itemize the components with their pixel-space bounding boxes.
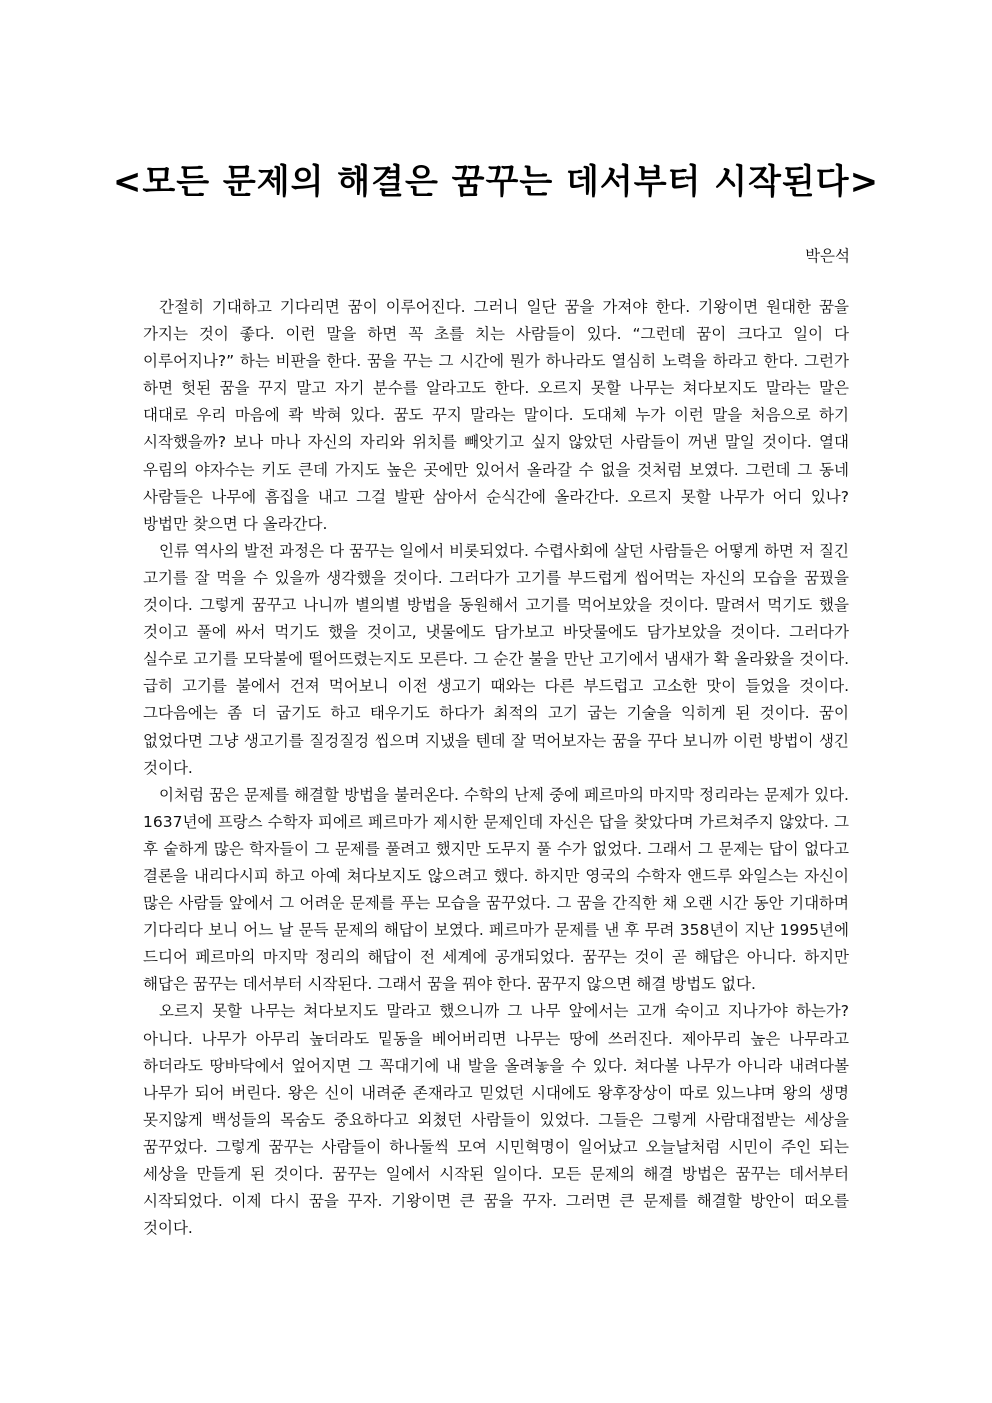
paragraph-2: 인류 역사의 발전 과정은 다 꿈꾸는 일에서 비롯되었다. 수렵사회에 살던 사람들은 어떻게 하면 저 질긴 고기를 잘 먹을 수 있을까 생각했을 것이다. 그러다가 고기를 부드럽게 씹어먹는 자신의 모습을 꿈꿨을 것이다. 그렇게 꿈꾸고 나니까 별의별 방법을 동원해서 고기를 먹어보았을 것이다. 말려서 먹기도 했을 것이고 풀에 싸서 먹기도 했을 것이고, 냇물에도 담가보고 바닷물에도 담가보았을 것이다. 그러다가 실수로 고기를 모닥불에 떨어뜨렸는지도 모른다. 그 순간 불을 만난 고기에서 냄새가 확 올라왔을 것이다. 급히 고기를 불에서 건져 먹어보니 이전 생고기 때와는 다른 부드럽고 고소한 맛이 들었을 것이다. 그다음에는 좀 더 굽기도 하고 태우기도 하다가 최적의 고기 굽는 기술을 익히게 된 것이다. 꿈이 없었다면 그냥 생고기를 질겅질겅 씹으며 지냈을 텐데 잘 먹어보자는 꿈을 꾸다 보니까 이런 방법이 생긴 것이다. xyxy=(143,541,849,777)
author-name: 박은석 xyxy=(805,247,850,265)
document-body xyxy=(143,294,849,1242)
paragraph-3: 이처럼 꿈은 문제를 해결할 방법을 불러온다. 수학의 난제 중에 페르마의 마지막 정리라는 문제가 있다. 1637년에 프랑스 수학자 피에르 페르마가 제시한 문제인데 자신은 답을 찾았다며 가르쳐주지 않았다. 그 후 숱하게 많은 학자들이 그 문제를 풀려고 했지만 도무지 풀 수가 없었다. 그래서 그 문제는 답이 없다고 결론을 내리다시피 하고 아예 쳐다보지도 않으려고 했다. 하지만 영국의 수학자 앤드루 와일스는 자신이 많은 사람들 앞에서 그 어려운 문제를 푸는 모습을 꿈꾸었다. 그 꿈을 간직한 채 오랜 시간 동안 기대하며 기다리다 보니 어느 날 문득 문제의 해답이 보였다. 페르마가 문제를 낸 후 무려 358년이 지난 1995년에 드디어 페르마의 마지막 정리의 해답이 전 세계에 공개되었다. 꿈꾸는 것이 곧 해답은 아니다. 하지만 해답은 꿈꾸는 데서부터 시작된다. 그래서 꿈을 꿔야 한다. 꿈꾸지 않으면 해결 방법도 없다. xyxy=(143,785,849,994)
paragraph-1: 간절히 기대하고 기다리면 꿈이 이루어진다. 그러니 일단 꿈을 가져야 한다. 기왕이면 원대한 꿈을 가지는 것이 좋다. 이런 말을 하면 꼭 초를 치는 사람들이 있다. “그런데 꿈이 크다고 일이 다 이루어지나?” 하는 비판을 한다. 꿈을 꾸는 그 시간에 뭔가 하나라도 열심히 노력을 하라고 한다. 그런가 하면 헛된 꿈을 꾸지 말고 자기 분수를 알라고도 한다. 오르지 못할 나무는 쳐다보지도 말라는 말은 대대로 우리 마음에 콱 박혀 있다. 꿈도 꾸지 말라는 말이다. 도대체 누가 이런 말을 처음으로 하기 시작했을까? 보나 마나 자신의 자리와 위치를 빼앗기고 싶지 않았던 사람들이 꺼낸 말일 것이다. 열대 우림의 야자수는 키도 큰데 가지도 높은 곳에만 있어서 올라갈 수 없을 것처럼 보였다. 그런데 그 동네 사람들은 나무에 흠집을 내고 그걸 발판 삼아서 순식간에 올라간다. 오르지 못할 나무가 어디 있나? 방법만 찾으면 다 올라간다. xyxy=(143,298,849,533)
paragraph-4: 오르지 못할 나무는 쳐다보지도 말라고 했으니까 그 나무 앞에서는 고개 숙이고 지나가야 하는가? 아니다. 나무가 아무리 높더라도 밑동을 베어버리면 나무는 땅에 쓰러진다. 제아무리 높은 나무라고 하더라도 땅바닥에서 엎어지면 그 꼭대기에 내 발을 올려놓을 수 있다. 쳐다볼 나무가 아니라 내려다볼 나무가 되어 버린다. 왕은 신이 내려준 존재라고 믿었던 시대에도 왕후장상이 따로 있느냐며 왕의 생명 못지않게 백성들의 목숨도 중요하다고 외쳤던 사람들이 있었다. 그들은 그렇게 사람대접받는 세상을 꿈꾸었다. 그렇게 꿈꾸는 사람들이 하나둘씩 모여 시민혁명이 일어났고 오늘날처럼 시민이 주인 되는 세상을 만들게 된 것이다. 꿈꾸는 일에서 시작된 일이다. 모든 문제의 해결 방법은 꿈꾸는 데서부터 시작되었다. 이제 다시 꿈을 꾸자. 기왕이면 큰 꿈을 꾸자. 그러면 큰 문제를 해결할 방안이 떠오를 것이다. xyxy=(143,1002,849,1238)
document-title: <모든 문제의 해결은 꿈꾸는 데서부터 시작된다> xyxy=(112,162,880,202)
